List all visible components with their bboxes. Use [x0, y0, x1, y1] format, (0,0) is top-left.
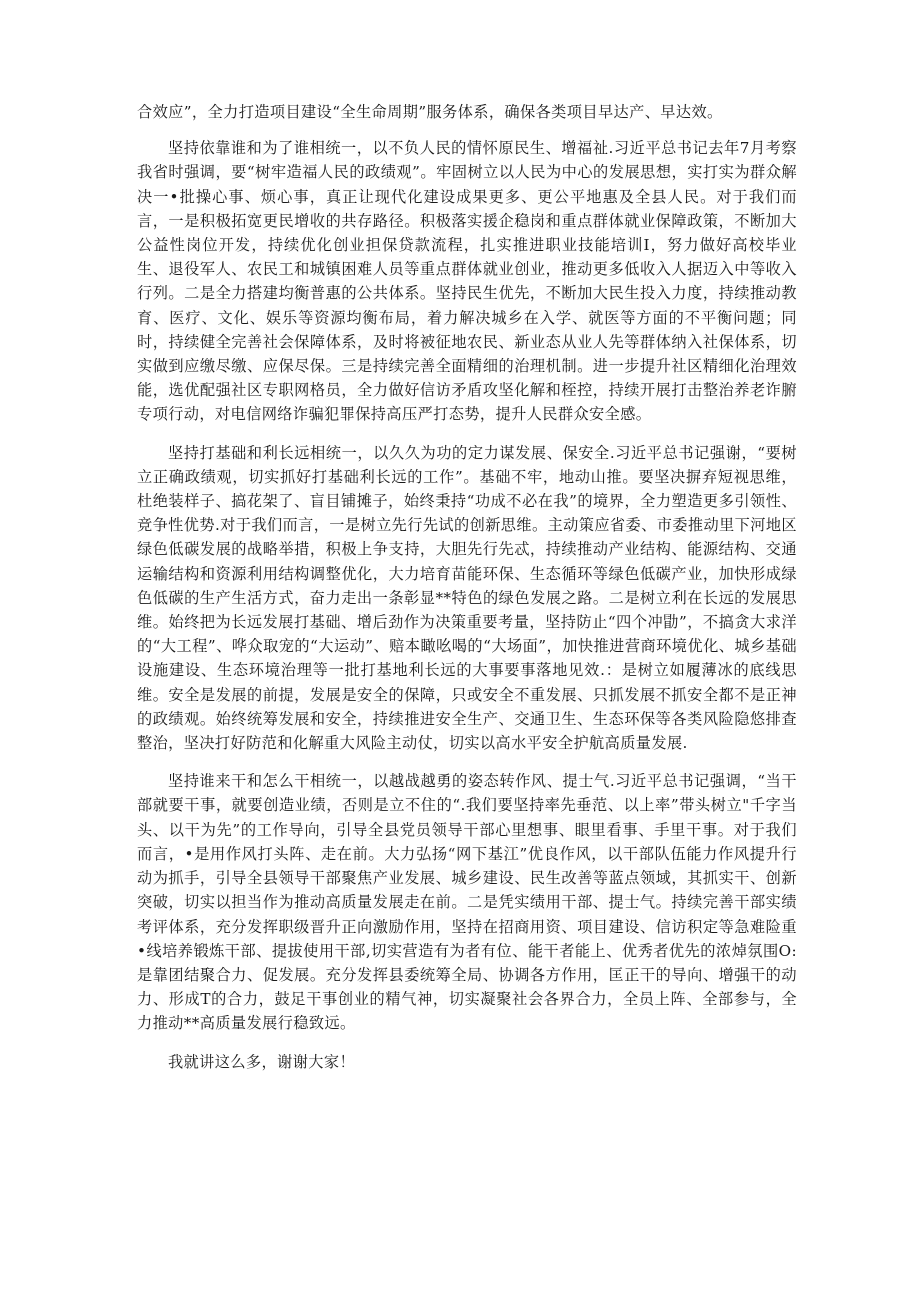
- paragraph-continuation: 合效应”，全力打造项目建设“全生命周期”服务体系，确保各类项目早达产、早达效。: [137, 103, 723, 121]
- paragraph-people-livelihood: 坚持依靠谁和为了谁相统一，以不负人民的情怀原民生、增福祉.习近平总书记去年7月考察我省时强调，要“树牢造福人民的政绩观”。牢固树立以人民为中心的发展思想，实打实为群众解决一•批操心事、烦心事，真正让现代化建设成果更多、更公平地惠及全县人民。对于我们而言，一是积极拓宽更民增收的共存路径。积极落实援企稳岗和重点群体就业保障政策，不断加大公益性岗位开发，持续优化创业担保贷款流程，扎实推进职业技能培训I，努力做好高校毕业生、退役军人、农民工和城镇困难人员等重点群体就业创业，推动更多低收入人据迈入中等收入行列。二是全力搭建均衡普惠的公共体系。坚持民生优先，不断加大民生投入力度，持续推动教育、医疗、文化、娱乐等资源均衡布局，着力解决城乡在入学、就医等方面的不平衡问题；同时，持续健全完善社会保障体系，及时将被征地农民、新业态从业人先等群体纳入社保体系，切实做到应缴尽缴、应保尽保。三是持续完善全面精细的治理机制。进一步提升社区精细化治理效能，选优配强社区专职网格员，全力做好信访矛盾攻坚化解和桎控，持续开展打击整治养老诈腑专项行动，对电信网络诈骗犯罪保持高压严打态势，提升人民群众安全感。: [137, 139, 797, 424]
- paragraph-closing: 我就讲这么多，谢谢大家！: [168, 1052, 356, 1071]
- paragraph-work-style: 坚持谁来干和怎么干相统一，以越战越勇的姿态转作风、提士气.习近平总书记强调，“当干部就要干事，就要创造业绩，否则是立不住的“.我们要坚持率先垂范、以上率”带头树立"千字当头、以干为先”的工作导向，引导全县党员领导干部心里想事、眼里看事、手里干事。对于我们而言，•是用作风打头阵、走在前。大力弘扬“网下基江”优良作风，以干部队伍能力作风提升行动为抓手，引导全县领导干部聚焦产业发展、城乡建设、民生改善等蓝点领域，其抓实干、创新突破，切实以担当作为推动高质量发展走在前。二是凭实绩用干部、提士气。持续完善干部实绩考评体系，充分发挥职级晋升正向激励作用，坚持在招商用资、项目建设、信访积定等急难险重•线培养锻炼干部、提拔使用干部,切实营造有为者有位、能干者能上、优秀者优先的浓焯氛围O:是靠团结聚合力、促发展。充分发挥县委统筹全局、协调各方作用，匡正干的导向、增强干的动力、形成T的合力，鼓足干事创业的精气神，切实凝聚社会各界合力，全员上阵、全部参与，全力推动**高质量发展行稳致远。: [137, 772, 797, 1033]
- paragraph-long-term-foundation: 坚持打基础和利长远相统一，以久久为功的定力谋发展、保安全.习近平总书记强谢，“要树立正确政绩观，切实抓好打基础利长远的工作”。基础不牢，地动山推。要坚决摒弃短视思维，杜绝装样子、搞花架了、盲目铺摊子，始终秉持“功成不必在我”的境界，全力塑造更多引领性、竞争性优势.对于我们而言，一是树立先行先试的创新思维。主动策应省委、市委推动里下河地区绿色低碳发展的战略举措，积极上争支持，大胆先行先忒，持续推动产业结构、能源结构、交通运输结构和资源利用结构调整优化，大力培育苗能环保、生态循环等绿色低碳产业，加快形成绿色低碳的生产生活方式，奋力走出一条彰显**特色的绿色发展之路。二是树立利在长远的发展思维。始终把为长远发展打基础、增后劲作为决策重要考量，坚持防止“四个冲勖”，不搞贪大求洋的“大工程”、哗众取宠的“大运动”、赔本瞰吆喝的“大场面”，加快推进营商环境优化、城乡基础设施建设、生态环境治理等一批打基地利长远的大事要事落地见效.：是树立如履薄冰的底线思维。安全是发展的前提，发展是安全的保障，只或安全不重发展、只抓发展不抓安全都不是正神的政绩观。始终统筹发展和安全，持续推进安全生产、交通卫生、生态环保等各类风险隐悠排查整治，坚决打好防范和化解重大风险主动仗，切实以高水平安全护航高质量发展.: [137, 443, 797, 753]
- document-body: [137, 100, 797, 1088]
